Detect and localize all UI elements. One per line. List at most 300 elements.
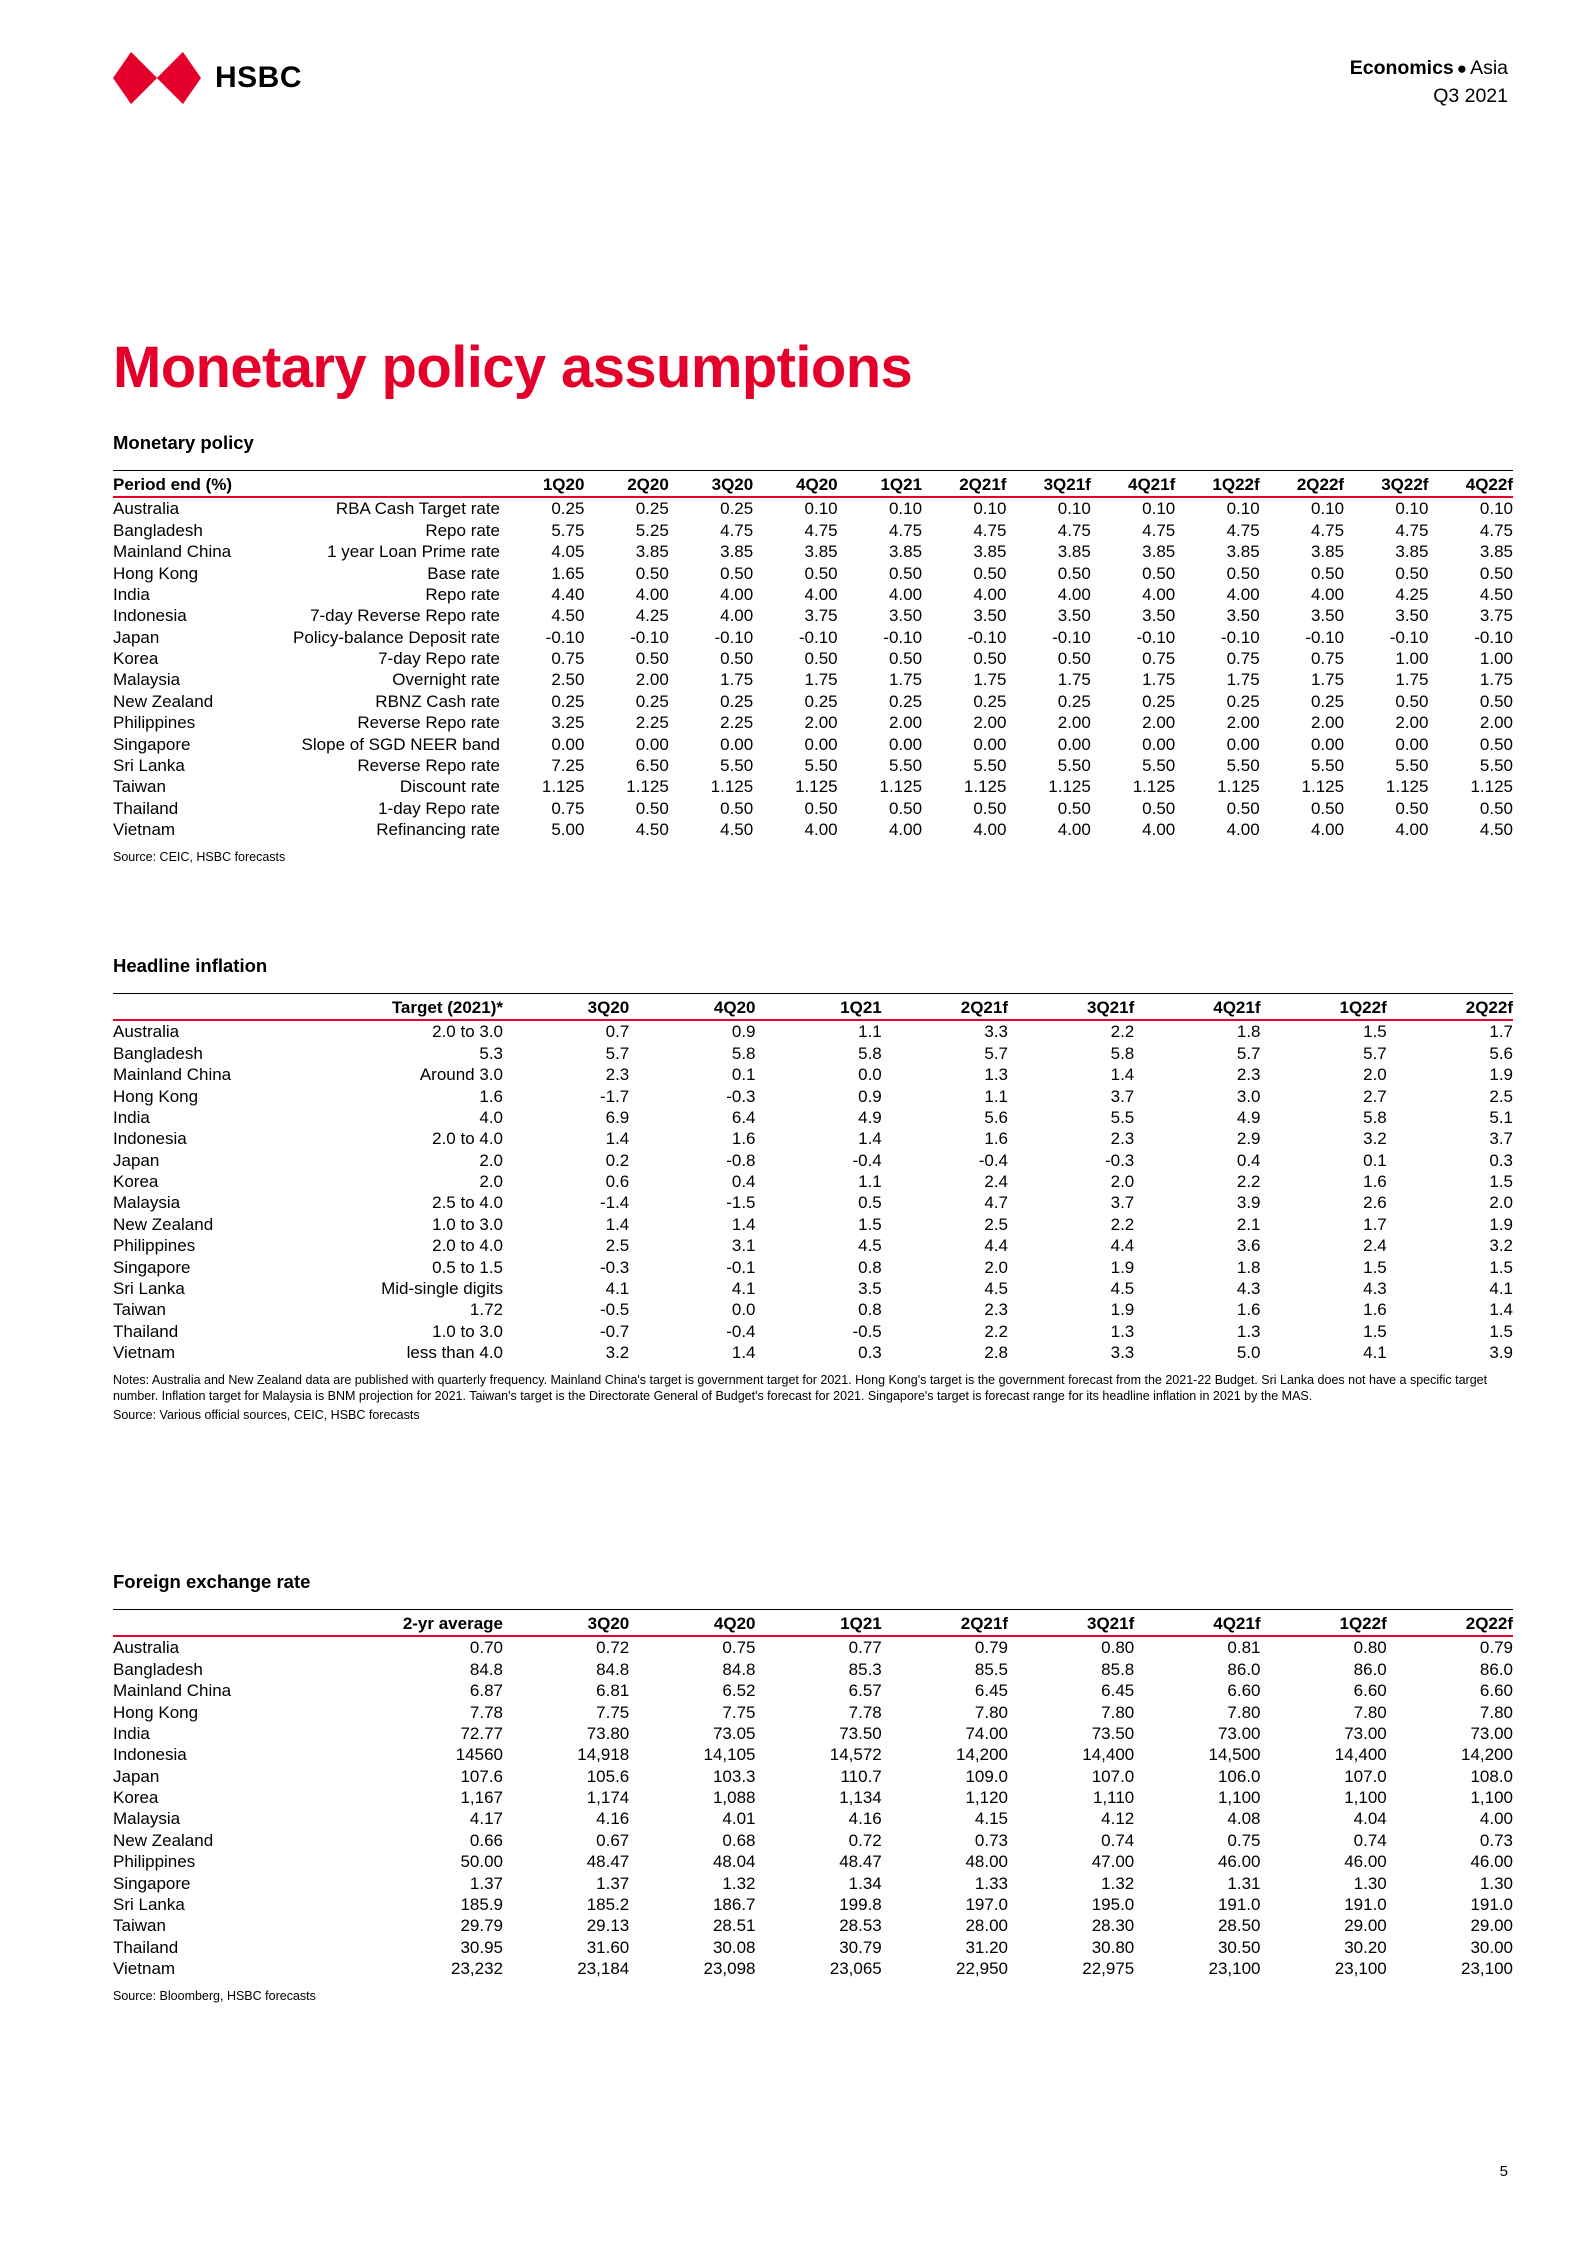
foreign-exchange-table bbox=[113, 1609, 1513, 1979]
row-value-cell: 1.5 bbox=[1489, 1257, 1513, 1277]
table-header-row bbox=[113, 994, 1513, 1021]
row-value-cell: 2.00 bbox=[1057, 713, 1091, 733]
row-value-cell: 0.50 bbox=[1057, 798, 1091, 818]
row-avg-cell: 14560 bbox=[455, 1745, 503, 1765]
row-value-cell: 14,400 bbox=[1082, 1745, 1135, 1765]
row-value-cell: 4.08 bbox=[1227, 1809, 1261, 1829]
row-value-cell: 1.3 bbox=[1236, 1321, 1261, 1341]
row-value-cell: 2.0 bbox=[1363, 1065, 1387, 1085]
row-value-cell: 2.3 bbox=[605, 1065, 630, 1085]
row-value-cell: 4.50 bbox=[1479, 820, 1513, 839]
table-row bbox=[113, 520, 1513, 541]
row-value-cell: 4.50 bbox=[551, 606, 585, 626]
row-value-cell: 191.0 bbox=[1217, 1894, 1261, 1914]
row-value-cell: 2.2 bbox=[1236, 1172, 1261, 1191]
col-header: 2Q21f bbox=[922, 471, 1006, 498]
row-value-cell: 1.4 bbox=[605, 1129, 630, 1149]
row-value-cell: 1.33 bbox=[974, 1873, 1008, 1893]
row-value-cell: 31.20 bbox=[965, 1937, 1008, 1957]
row-country-label: Philippines bbox=[113, 1852, 196, 1872]
row-country-label: Australia bbox=[113, 499, 180, 519]
section-foreign-exchange-rate bbox=[113, 1571, 1513, 2005]
row-rate-cell: Discount rate bbox=[399, 777, 500, 797]
table-row bbox=[113, 1299, 1513, 1320]
row-value-cell: 4.75 bbox=[1310, 520, 1345, 540]
row-value-cell: 2.9 bbox=[1236, 1129, 1261, 1149]
row-rate-cell: Base rate bbox=[427, 563, 500, 583]
row-value-cell: 5.0 bbox=[1236, 1343, 1261, 1362]
row-value-cell: 5.7 bbox=[984, 1043, 1008, 1063]
row-value-cell: -0.10 bbox=[1220, 627, 1260, 647]
row-value-cell: 4.50 bbox=[635, 820, 669, 839]
table-row bbox=[113, 1872, 1513, 1893]
row-value-cell: 1.6 bbox=[984, 1129, 1008, 1149]
row-value-cell: 5.8 bbox=[858, 1043, 882, 1063]
row-value-cell: 23,098 bbox=[703, 1959, 756, 1978]
row-value-cell: 0.3 bbox=[858, 1343, 882, 1362]
row-value-cell: 4.1 bbox=[605, 1278, 630, 1298]
row-value-cell: 5.50 bbox=[1057, 755, 1091, 775]
row-rate-cell: 7-day Repo rate bbox=[378, 649, 500, 668]
row-target-cell: 2.0 bbox=[479, 1172, 503, 1191]
row-value-cell: 4.4 bbox=[1110, 1236, 1135, 1256]
row-value-cell: 4.50 bbox=[720, 820, 754, 839]
row-value-cell: 0.00 bbox=[720, 734, 754, 754]
row-country-label: Sri Lanka bbox=[113, 1278, 185, 1298]
row-value-cell: 4.75 bbox=[804, 520, 838, 540]
row-value-cell: 191.0 bbox=[1344, 1894, 1387, 1914]
row-rate-cell: Reverse Repo rate bbox=[357, 755, 500, 775]
table-row bbox=[113, 1723, 1513, 1744]
row-value-cell: 1.7 bbox=[1363, 1214, 1387, 1234]
row-value-cell: 0.50 bbox=[973, 798, 1007, 818]
row-value-cell: 85.3 bbox=[848, 1659, 882, 1679]
row-value-cell: -0.1 bbox=[726, 1257, 756, 1277]
row-avg-cell: 1,167 bbox=[460, 1788, 503, 1807]
row-avg-cell: 72.77 bbox=[460, 1723, 503, 1743]
row-value-cell: 6.45 bbox=[1101, 1681, 1135, 1701]
row-value-cell: 1.30 bbox=[1479, 1873, 1513, 1893]
row-value-cell: 4.04 bbox=[1353, 1809, 1387, 1829]
row-country-label: Australia bbox=[113, 1638, 180, 1658]
row-value-cell: 4.00 bbox=[804, 584, 838, 604]
row-value-cell: 0.75 bbox=[551, 649, 585, 668]
row-value-cell: 5.50 bbox=[1142, 755, 1176, 775]
row-value-cell: -0.10 bbox=[1474, 627, 1513, 647]
row-rate-cell: RBA Cash Target rate bbox=[335, 499, 500, 519]
table-row bbox=[113, 1830, 1513, 1851]
row-country-label: Bangladesh bbox=[113, 1659, 203, 1679]
row-value-cell: 4.9 bbox=[858, 1107, 882, 1127]
row-value-cell: 0.81 bbox=[1227, 1638, 1261, 1658]
row-value-cell: 1,134 bbox=[839, 1788, 882, 1807]
row-value-cell: 6.52 bbox=[722, 1681, 756, 1701]
row-rate-cell: Refinancing rate bbox=[376, 820, 500, 839]
row-value-cell: 1.75 bbox=[720, 670, 754, 690]
row-value-cell: 2.50 bbox=[551, 670, 585, 690]
bullet-separator-icon: ● bbox=[1456, 58, 1468, 78]
row-avg-cell: 4.17 bbox=[469, 1809, 503, 1829]
row-value-cell: 7.80 bbox=[1479, 1702, 1513, 1722]
row-value-cell: 0.00 bbox=[551, 734, 585, 754]
row-value-cell: -0.5 bbox=[599, 1300, 630, 1320]
row-value-cell: 191.0 bbox=[1470, 1894, 1513, 1914]
row-value-cell: 1.4 bbox=[731, 1214, 756, 1234]
row-value-cell: 0.00 bbox=[888, 734, 923, 754]
row-value-cell: 0.0 bbox=[731, 1300, 756, 1320]
row-value-cell: 1.4 bbox=[1110, 1065, 1135, 1085]
row-target-cell: 1.6 bbox=[479, 1086, 503, 1106]
col-header: 4Q20 bbox=[629, 1610, 755, 1637]
row-value-cell: 1.9 bbox=[1110, 1300, 1135, 1320]
row-value-cell: 4.00 bbox=[888, 584, 923, 604]
row-value-cell: 4.50 bbox=[1479, 584, 1513, 604]
table-row bbox=[113, 1808, 1513, 1829]
row-country-label: Bangladesh bbox=[113, 520, 203, 540]
row-value-cell: 1.75 bbox=[1310, 670, 1345, 690]
row-value-cell: 0.25 bbox=[1226, 691, 1260, 711]
table-row bbox=[113, 1107, 1513, 1128]
row-country-label: Indonesia bbox=[113, 1745, 187, 1765]
row-value-cell: 28.30 bbox=[1091, 1916, 1135, 1936]
row-value-cell: 0.5 bbox=[858, 1193, 882, 1213]
inflation-source-note: Source: Various official sources, CEIC, HSBC forecasts bbox=[113, 1407, 420, 1422]
row-value-cell: 3.25 bbox=[551, 713, 585, 733]
row-value-cell: 1.1 bbox=[858, 1172, 882, 1191]
table-row bbox=[113, 584, 1513, 605]
col-header: 3Q21f bbox=[1008, 1610, 1134, 1637]
row-value-cell: 199.8 bbox=[839, 1894, 882, 1914]
row-avg-cell: 84.8 bbox=[469, 1659, 503, 1679]
row-value-cell: 2.3 bbox=[1236, 1065, 1261, 1085]
row-country-label: Mainland China bbox=[113, 542, 232, 562]
row-rate-cell: 1-day Repo rate bbox=[378, 798, 500, 818]
row-value-cell: 4.75 bbox=[888, 520, 923, 540]
row-value-cell: 2.00 bbox=[635, 670, 669, 690]
row-country-label: Malaysia bbox=[113, 1809, 181, 1829]
row-value-cell: 0.73 bbox=[974, 1830, 1008, 1850]
row-value-cell: 1.37 bbox=[596, 1873, 630, 1893]
row-value-cell: 1.4 bbox=[858, 1129, 882, 1149]
row-value-cell: 0.72 bbox=[848, 1830, 882, 1850]
row-value-cell: 3.7 bbox=[1110, 1193, 1135, 1213]
row-target-cell: 1.0 to 3.0 bbox=[432, 1321, 503, 1341]
col-header: 3Q20 bbox=[503, 1610, 629, 1637]
row-value-cell: 4.00 bbox=[720, 584, 754, 604]
col-header: 1Q22f bbox=[1175, 471, 1259, 498]
table-row bbox=[113, 1936, 1513, 1957]
row-value-cell: 0.10 bbox=[973, 499, 1007, 519]
row-value-cell: 0.50 bbox=[1226, 798, 1260, 818]
table-row bbox=[113, 497, 1513, 519]
row-value-cell: 4.00 bbox=[804, 820, 838, 839]
col-header bbox=[113, 1610, 298, 1637]
row-avg-cell: 30.95 bbox=[460, 1937, 503, 1957]
row-value-cell: 6.57 bbox=[848, 1681, 882, 1701]
row-avg-cell: 23,232 bbox=[451, 1959, 503, 1978]
row-value-cell: 0.8 bbox=[858, 1257, 882, 1277]
row-value-cell: 46.00 bbox=[1344, 1852, 1387, 1872]
row-value-cell: 0.10 bbox=[1479, 499, 1513, 519]
row-value-cell: 6.81 bbox=[596, 1681, 630, 1701]
section-title-inflation: Headline inflation bbox=[113, 955, 268, 976]
row-value-cell: 2.00 bbox=[804, 713, 838, 733]
row-country-label: Thailand bbox=[113, 1321, 179, 1341]
row-value-cell: 2.25 bbox=[720, 713, 754, 733]
row-value-cell: -0.10 bbox=[1305, 627, 1345, 647]
row-value-cell: 7.80 bbox=[974, 1702, 1008, 1722]
row-value-cell: 23,100 bbox=[1334, 1959, 1387, 1978]
row-value-cell: 0.00 bbox=[1057, 734, 1091, 754]
row-value-cell: 2.5 bbox=[984, 1214, 1008, 1234]
row-target-cell: 4.0 bbox=[479, 1107, 503, 1127]
row-country-label: Singapore bbox=[113, 1257, 191, 1277]
col-header: 3Q21f bbox=[1006, 471, 1090, 498]
row-country-label: Australia bbox=[113, 1022, 180, 1042]
row-target-cell: 2.0 to 4.0 bbox=[432, 1129, 503, 1149]
row-value-cell: 4.00 bbox=[720, 606, 754, 626]
row-country-label: Korea bbox=[113, 1172, 159, 1191]
row-value-cell: 4.5 bbox=[984, 1278, 1008, 1298]
row-target-cell: less than 4.0 bbox=[406, 1343, 503, 1362]
col-header: Period end (%) bbox=[113, 471, 255, 498]
row-value-cell: 48.04 bbox=[712, 1852, 756, 1872]
row-value-cell: 29.13 bbox=[586, 1916, 630, 1936]
row-value-cell: 2.2 bbox=[984, 1321, 1008, 1341]
row-value-cell: -0.10 bbox=[798, 627, 838, 647]
row-avg-cell: 107.6 bbox=[460, 1766, 503, 1786]
row-value-cell: 0.4 bbox=[1236, 1150, 1261, 1170]
inflation-notes: Notes: Australia and New Zealand data are published with quarterly frequency. Mainland China's target is government target for 2021. Hong Kong's target is the government forecast from the 2021-22 Budget. Sri Lanka does not have a specific target number. Inflation target for Malaysia is BNM projection for 2021. Taiwan's target is the Directorate General of Budget's forecast for 2021. Singapore's target is forecast range for its headline inflation in 2021 by the MAS. bbox=[113, 1373, 1488, 1404]
row-value-cell: 30.50 bbox=[1217, 1937, 1261, 1957]
row-target-cell: Mid-single digits bbox=[381, 1278, 503, 1298]
row-value-cell: 109.0 bbox=[965, 1766, 1008, 1786]
page-number: 5 bbox=[1499, 2163, 1508, 2180]
row-country-label: Indonesia bbox=[113, 606, 187, 626]
row-value-cell: 0.00 bbox=[804, 734, 838, 754]
row-value-cell: 1.75 bbox=[1479, 670, 1513, 690]
row-value-cell: 2.2 bbox=[1110, 1214, 1135, 1234]
row-value-cell: 73.00 bbox=[1344, 1723, 1387, 1743]
section-monetary-policy bbox=[113, 432, 1513, 866]
row-value-cell: 103.3 bbox=[712, 1766, 756, 1786]
row-value-cell: -0.10 bbox=[1052, 627, 1091, 647]
row-value-cell: 0.50 bbox=[888, 563, 923, 583]
row-value-cell: 3.85 bbox=[973, 542, 1007, 562]
row-value-cell: 4.75 bbox=[1479, 520, 1513, 540]
row-value-cell: 3.0 bbox=[1236, 1086, 1261, 1106]
row-value-cell: 1.32 bbox=[722, 1873, 756, 1893]
row-value-cell: 7.80 bbox=[1101, 1702, 1135, 1722]
row-value-cell: 0.25 bbox=[888, 691, 923, 711]
row-value-cell: 4.9 bbox=[1236, 1107, 1261, 1127]
row-value-cell: 2.00 bbox=[1226, 713, 1260, 733]
table-row bbox=[113, 1192, 1513, 1213]
row-value-cell: 1.34 bbox=[848, 1873, 882, 1893]
row-value-cell: 0.50 bbox=[635, 563, 669, 583]
row-value-cell: 47.00 bbox=[1091, 1852, 1135, 1872]
row-avg-cell: 6.87 bbox=[469, 1681, 503, 1701]
row-value-cell: 4.75 bbox=[973, 520, 1007, 540]
row-value-cell: 85.8 bbox=[1101, 1659, 1135, 1679]
col-header: 4Q21f bbox=[1134, 1610, 1260, 1637]
row-value-cell: 1.75 bbox=[1142, 670, 1176, 690]
row-value-cell: 4.00 bbox=[888, 820, 923, 839]
col-header: 1Q21 bbox=[756, 1610, 882, 1637]
row-value-cell: 4.01 bbox=[722, 1809, 756, 1829]
row-value-cell: 86.0 bbox=[1479, 1659, 1513, 1679]
row-value-cell: 4.75 bbox=[720, 520, 754, 540]
col-header: 3Q20 bbox=[503, 994, 629, 1021]
row-value-cell: 5.50 bbox=[1310, 755, 1345, 775]
row-value-cell: 4.1 bbox=[731, 1278, 756, 1298]
row-target-cell: 2.0 bbox=[479, 1150, 503, 1170]
row-value-cell: 2.00 bbox=[973, 713, 1007, 733]
row-value-cell: -0.10 bbox=[1136, 627, 1176, 647]
row-value-cell: 46.00 bbox=[1470, 1852, 1513, 1872]
col-header: 4Q21f bbox=[1134, 994, 1260, 1021]
row-value-cell: 0.10 bbox=[1226, 499, 1260, 519]
row-value-cell: 14,400 bbox=[1334, 1745, 1387, 1765]
row-value-cell: 0.4 bbox=[731, 1172, 756, 1191]
row-value-cell: 1.8 bbox=[1236, 1022, 1261, 1042]
row-value-cell: 0.50 bbox=[1479, 563, 1513, 583]
row-value-cell: 1,088 bbox=[712, 1788, 756, 1807]
row-value-cell: -1.5 bbox=[726, 1193, 756, 1213]
row-value-cell: 0.74 bbox=[1353, 1830, 1387, 1850]
table-row bbox=[113, 1278, 1513, 1299]
row-value-cell: 0.50 bbox=[888, 798, 923, 818]
row-value-cell: 14,200 bbox=[956, 1745, 1008, 1765]
row-value-cell: 195.0 bbox=[1091, 1894, 1135, 1914]
row-value-cell: 0.25 bbox=[973, 691, 1007, 711]
row-value-cell: 0.1 bbox=[731, 1065, 756, 1085]
row-value-cell: 86.0 bbox=[1227, 1659, 1261, 1679]
row-value-cell: 0.67 bbox=[596, 1830, 630, 1850]
row-target-cell: Around 3.0 bbox=[419, 1065, 503, 1085]
col-header: 4Q20 bbox=[629, 994, 755, 1021]
row-value-cell: 1.6 bbox=[1363, 1300, 1387, 1320]
row-value-cell: 6.50 bbox=[635, 755, 669, 775]
row-country-label: Singapore bbox=[113, 734, 191, 754]
row-country-label: India bbox=[113, 1723, 150, 1743]
row-value-cell: 5.50 bbox=[720, 755, 754, 775]
row-value-cell: 0.25 bbox=[635, 691, 669, 711]
row-value-cell: 0.50 bbox=[1057, 563, 1091, 583]
table-row bbox=[113, 648, 1513, 669]
row-value-cell: 6.60 bbox=[1353, 1681, 1387, 1701]
col-header: 1Q21 bbox=[838, 471, 922, 498]
row-value-cell: 5.50 bbox=[888, 755, 923, 775]
row-value-cell: 74.00 bbox=[965, 1723, 1008, 1743]
row-rate-cell: Overnight rate bbox=[392, 670, 500, 690]
col-header: 1Q20 bbox=[500, 471, 584, 498]
row-value-cell: 110.7 bbox=[840, 1766, 882, 1786]
row-value-cell: 1.3 bbox=[984, 1065, 1008, 1085]
row-value-cell: 1.00 bbox=[1395, 649, 1429, 668]
row-value-cell: 0.50 bbox=[1226, 563, 1260, 583]
row-value-cell: 1.5 bbox=[1489, 1321, 1513, 1341]
row-value-cell: 30.80 bbox=[1091, 1937, 1135, 1957]
row-value-cell: 1.125 bbox=[963, 777, 1007, 797]
row-value-cell: 2.0 bbox=[984, 1257, 1008, 1277]
row-value-cell: 0.50 bbox=[1479, 798, 1513, 818]
row-value-cell: 1.125 bbox=[879, 777, 923, 797]
row-value-cell: 1.125 bbox=[795, 777, 838, 797]
row-value-cell: 14,918 bbox=[577, 1745, 630, 1765]
row-value-cell: 3.85 bbox=[635, 542, 669, 562]
row-country-label: New Zealand bbox=[113, 691, 214, 711]
row-value-cell: 0.79 bbox=[974, 1638, 1008, 1658]
col-header: 2Q22f bbox=[1387, 994, 1513, 1021]
row-value-cell: 5.7 bbox=[605, 1043, 630, 1063]
row-country-label: India bbox=[113, 1107, 150, 1127]
row-country-label: Japan bbox=[113, 1766, 160, 1786]
row-value-cell: 0.50 bbox=[635, 649, 669, 668]
col-header: 2Q21f bbox=[882, 994, 1008, 1021]
row-value-cell: 0.50 bbox=[1479, 734, 1513, 754]
row-value-cell: -0.8 bbox=[726, 1150, 756, 1170]
row-value-cell: 1.65 bbox=[551, 563, 585, 583]
col-header: 3Q21f bbox=[1008, 994, 1134, 1021]
row-value-cell: 3.85 bbox=[720, 542, 754, 562]
row-value-cell: 3.85 bbox=[1142, 542, 1176, 562]
row-value-cell: 0.50 bbox=[1395, 691, 1429, 711]
fx-table-body bbox=[113, 1636, 1513, 1979]
hsbc-logo bbox=[113, 52, 302, 104]
row-value-cell: 0.0 bbox=[858, 1065, 882, 1085]
row-value-cell: 1.6 bbox=[1363, 1172, 1387, 1191]
row-value-cell: 3.75 bbox=[804, 606, 838, 626]
row-value-cell: 1.75 bbox=[804, 670, 838, 690]
row-value-cell: 4.00 bbox=[1226, 584, 1260, 604]
row-value-cell: 5.5 bbox=[1110, 1107, 1135, 1127]
table-row bbox=[113, 755, 1513, 776]
row-value-cell: 1.9 bbox=[1489, 1214, 1513, 1234]
row-value-cell: 48.00 bbox=[965, 1852, 1008, 1872]
row-value-cell: 1.30 bbox=[1353, 1873, 1387, 1893]
row-value-cell: 7.80 bbox=[1227, 1702, 1261, 1722]
row-country-label: New Zealand bbox=[113, 1214, 214, 1234]
row-value-cell: 4.5 bbox=[858, 1236, 882, 1256]
row-value-cell: 2.4 bbox=[1363, 1236, 1387, 1256]
row-value-cell: 6.9 bbox=[605, 1107, 630, 1127]
row-value-cell: 1.31 bbox=[1227, 1873, 1261, 1893]
row-value-cell: 2.3 bbox=[1110, 1129, 1135, 1149]
hsbc-wordmark: HSBC bbox=[215, 61, 303, 94]
row-value-cell: 2.0 bbox=[1110, 1172, 1135, 1191]
hsbc-hexagon-icon bbox=[113, 52, 201, 104]
row-country-label: Thailand bbox=[113, 1937, 179, 1957]
table-row bbox=[113, 1958, 1513, 1979]
row-rate-cell: Policy-balance Deposit rate bbox=[293, 627, 500, 647]
row-value-cell: 4.5 bbox=[1110, 1278, 1135, 1298]
table-row bbox=[113, 1701, 1513, 1722]
row-value-cell: 2.0 bbox=[1489, 1193, 1513, 1213]
row-value-cell: 4.3 bbox=[1363, 1278, 1387, 1298]
table-row bbox=[113, 1851, 1513, 1872]
row-value-cell: 3.9 bbox=[1489, 1343, 1513, 1362]
row-value-cell: 1.9 bbox=[1110, 1257, 1135, 1277]
row-country-label: Japan bbox=[113, 627, 160, 647]
row-value-cell: 1.75 bbox=[1057, 670, 1091, 690]
row-target-cell: 2.0 to 4.0 bbox=[432, 1236, 503, 1256]
row-value-cell: 0.8 bbox=[858, 1300, 882, 1320]
row-rate-cell: Slope of SGD NEER band bbox=[301, 734, 500, 754]
row-value-cell: 1.5 bbox=[1363, 1022, 1387, 1042]
col-header: 2Q20 bbox=[584, 471, 668, 498]
row-value-cell: 1.125 bbox=[1470, 777, 1513, 797]
